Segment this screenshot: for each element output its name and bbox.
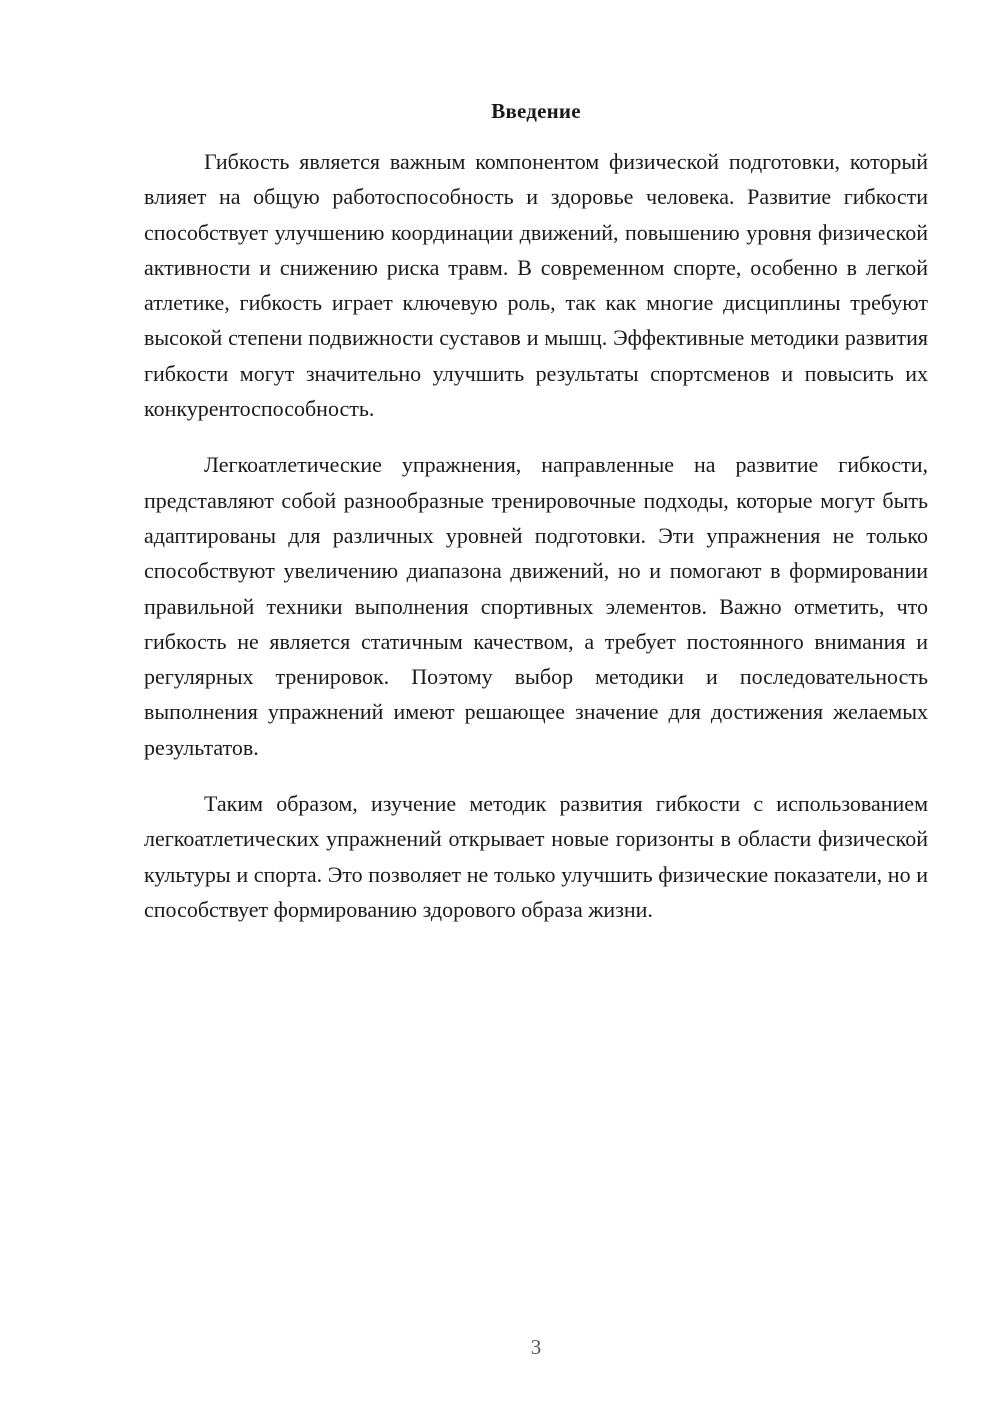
section-title: Введение bbox=[491, 99, 581, 123]
page-body bbox=[144, 95, 928, 948]
page-number: 3 bbox=[530, 1335, 542, 1359]
paragraph-2: Легкоатлетические упражнения, направленные на развитие гибкости, представляют собой разнообразные тренировочные подходы, которые могут быть адаптированы для различных уровней подготовки. Эти упражнения не только способствуют увеличению диапазона движений, но и помогают в формировании правильной техники выполнения спортивных элементов. Важно отметить, что гибкость не является статичным качеством, а требует постоянного внимания и регулярных тренировок. Поэтому выбор методики и последовательность выполнения упражнений имеют решающее значение для достижения желаемых результатов. bbox=[144, 452, 928, 760]
paragraph-1: Гибкость является важным компонентом физической подготовки, который влияет на общую работоспособность и здоровье человека. Развитие гибкости способствует улучшению координации движений, повышению уровня физической активности и снижению риска травм. В современном спорте, особенно в легкой атлетике, гибкость играет ключевую роль, так как многие дисциплины требуют высокой степени подвижности суставов и мышц. Эффективные методики развития гибкости могут значительно улучшить результаты спортсменов и повысить их конкурентоспособность. bbox=[144, 149, 928, 422]
paragraph-3: Таким образом, изучение методик развития гибкости с использованием легкоатлетических упражнений открывает новые горизонты в области физической культуры и спорта. Это позволяет не только улучшить физические показатели, но и способствует формированию здорового образа жизни. bbox=[144, 791, 928, 922]
